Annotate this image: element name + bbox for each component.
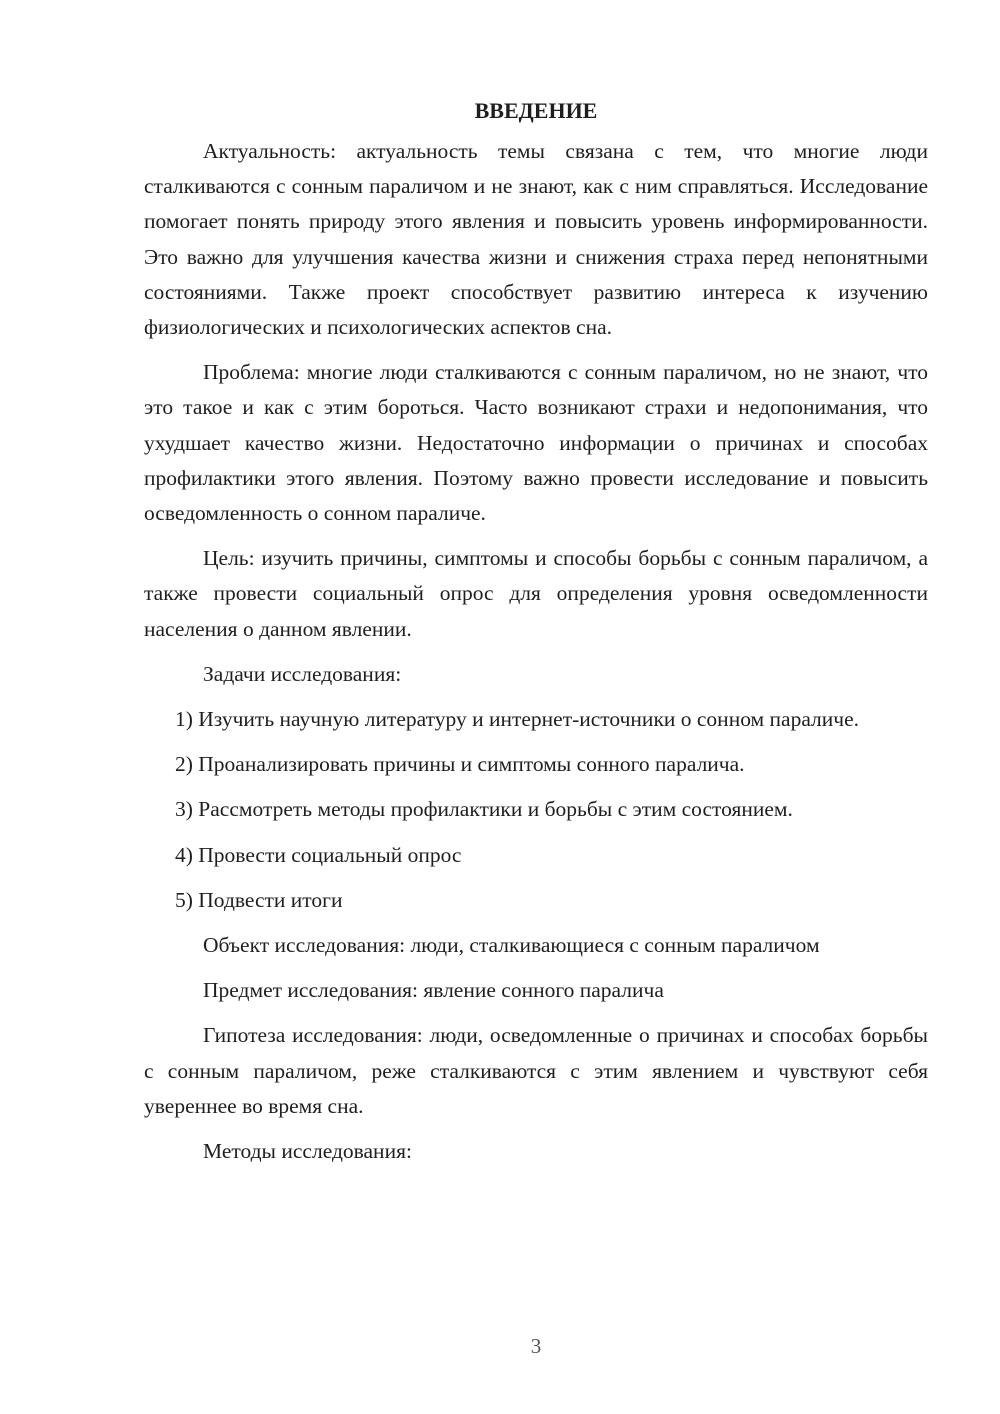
task-item-3: 3) Рассмотреть методы профилактики и борьбы с этим состоянием. <box>175 797 793 822</box>
task-item-4: 4) Провести социальный опрос <box>175 842 462 867</box>
research-object: Объект исследования: люди, сталкивающиеся с сонным параличом <box>203 933 820 958</box>
task-item-2: 2) Проанализировать причины и симптомы сонного паралича. <box>175 752 745 777</box>
task-item-5: 5) Подвести итоги <box>175 887 343 912</box>
research-subject: Предмет исследования: явление сонного паралича <box>203 978 664 1003</box>
tasks-heading: Задачи исследования: <box>203 661 402 686</box>
task-item-1: 1) Изучить научную литературу и интернет-источники о сонном параличе. <box>175 707 860 732</box>
relevance-paragraph: Актуальность: актуальность темы связана с тем, что многие люди сталкиваются с сонным параличом и не знают, как с ним справляться. Исследование помогает понять природу этого явления и повысить уровень информированности. Это важно для улучшения качества жизни и снижения страха перед непонятными состояниями. Также проект способствует развитию интереса к изучению физиологических и психологических аспектов сна. <box>144 139 928 340</box>
goal-paragraph: Цель: изучить причины, симптомы и способы борьбы с сонным параличом, а также провести социальный опрос для определения уровня осведомленности населения о данном явлении. <box>144 546 928 641</box>
hypothesis-paragraph: Гипотеза исследования: люди, осведомленные о причинах и способах борьбы с сонным параличом, реже сталкиваются с этим явлением и чувствуют себя увереннее во время сна. <box>144 1023 928 1118</box>
problem-paragraph: Проблема: многие люди сталкиваются с сонным параличом, но не знают, что это такое и как с этим бороться. Часто возникают страхи и недопонимания, что ухудшает качество жизни. Недостаточно информации о причинах и способах профилактики этого явления. Поэтому важно провести исследование и повысить осведомленность о сонном параличе. <box>144 360 928 526</box>
document-page <box>144 96 928 1179</box>
document-title: ВВЕДЕНИЕ <box>474 98 598 123</box>
page-number: 3 <box>530 1334 542 1358</box>
methods-heading: Методы исследования: <box>203 1139 412 1164</box>
